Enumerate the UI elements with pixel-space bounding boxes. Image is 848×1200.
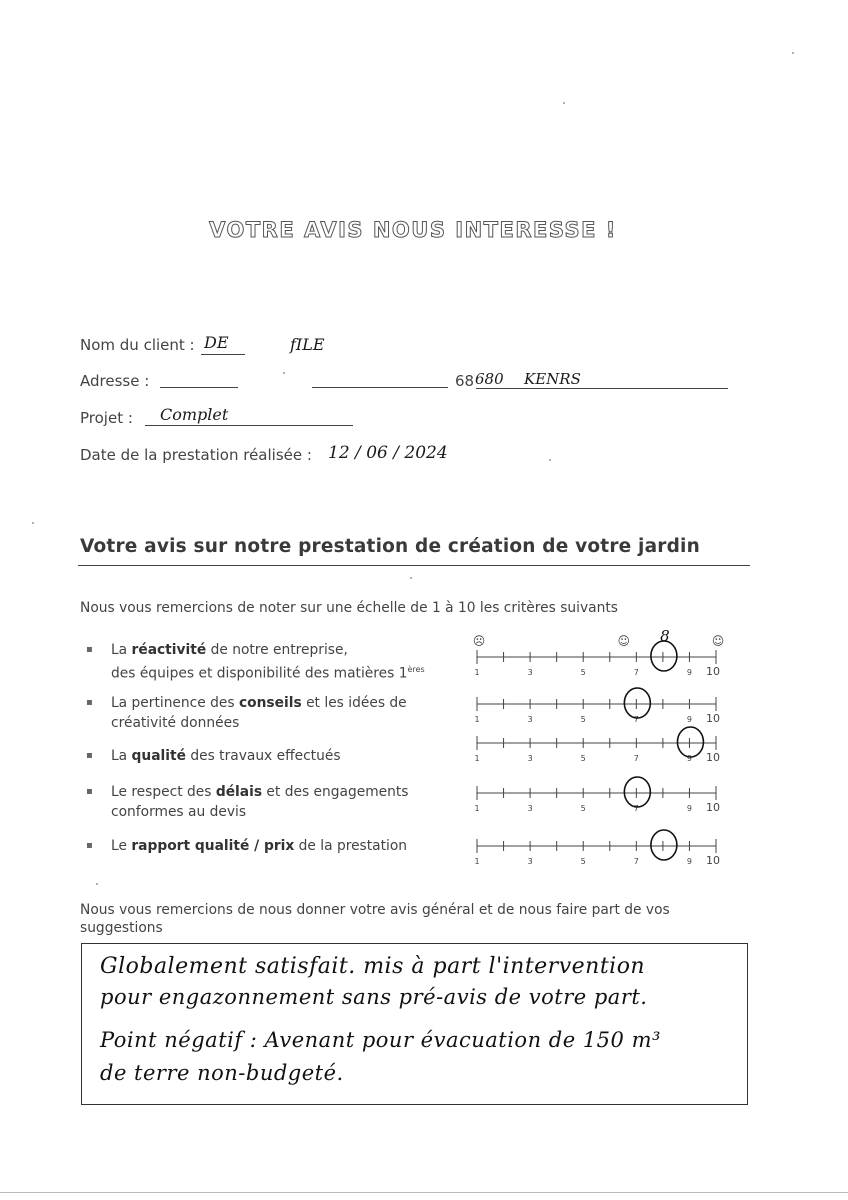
criterion-pre: Le respect des bbox=[111, 784, 216, 800]
client-name-underline bbox=[201, 354, 245, 355]
criterion-keyword: rapport qualité / prix bbox=[131, 838, 295, 854]
scale-tick-label: 9 bbox=[686, 754, 692, 763]
criterion-keyword: conseils bbox=[238, 695, 302, 711]
criterion-line-2 bbox=[111, 713, 407, 733]
date-month: 06 bbox=[366, 443, 388, 463]
sad-face-icon: ☹ bbox=[472, 634, 486, 648]
scale-tick-label: 7 bbox=[633, 754, 639, 763]
scale-tick-label: 5 bbox=[580, 754, 586, 763]
date-sep-1: / bbox=[355, 443, 361, 463]
criterion-text-5 bbox=[111, 836, 407, 856]
address-postcode-hw: 680 bbox=[475, 370, 504, 388]
scan-speck bbox=[792, 52, 794, 54]
scale-tick-label: 5 bbox=[580, 804, 586, 813]
criterion-text-1 bbox=[111, 640, 425, 684]
scale-tick-label: 7 bbox=[633, 668, 639, 677]
criterion-line-1 bbox=[111, 782, 408, 802]
criterion-line-2-text: conformes au devis bbox=[111, 804, 247, 820]
criterion-post: de la prestation bbox=[294, 838, 408, 854]
scale-tick-label: 10 bbox=[706, 712, 720, 725]
criterion-pre: La bbox=[111, 748, 132, 764]
criterion-bullet: ▪ bbox=[86, 644, 93, 655]
scale-tick-label: 9 bbox=[686, 857, 692, 866]
scan-speck bbox=[32, 522, 34, 524]
scale-tick-label: 7 bbox=[633, 804, 639, 813]
scale-tick-label: 7 bbox=[633, 857, 639, 866]
scale-tick-label: 9 bbox=[686, 715, 692, 724]
criterion-line-1 bbox=[111, 746, 341, 766]
scale-tick-label: 10 bbox=[706, 665, 720, 678]
criterion-bullet: ▪ bbox=[86, 840, 93, 851]
suggestions-intro-2: suggestions bbox=[80, 920, 163, 936]
page-bottom-edge bbox=[0, 1192, 848, 1193]
criterion-post: des travaux effectués bbox=[185, 748, 341, 764]
rating-circle-4 bbox=[624, 777, 650, 807]
criterion-post: et des engagements bbox=[262, 784, 409, 800]
scale-tick-label: 3 bbox=[527, 715, 533, 724]
scale-tick-label: 5 bbox=[580, 668, 586, 677]
neutral-face-icon: ☺ bbox=[617, 634, 631, 648]
criterion-text-2 bbox=[111, 693, 407, 733]
criterion-superscript: ères bbox=[407, 665, 425, 674]
scale-tick-label: 3 bbox=[527, 857, 533, 866]
scale-tick-label: 5 bbox=[580, 857, 586, 866]
criterion-pre: La bbox=[111, 642, 132, 658]
address-underline-3 bbox=[476, 388, 728, 389]
criterion-line-2-text: des équipes et disponibilité des matières 1 bbox=[111, 665, 408, 682]
criterion-keyword: délais bbox=[215, 784, 263, 800]
criterion-post: et les idées de bbox=[301, 695, 407, 711]
address-underline-1 bbox=[160, 387, 238, 388]
scale-tick-label: 9 bbox=[686, 668, 692, 677]
suggestions-box bbox=[81, 943, 748, 1105]
rating-intro: Nous vous remercions de noter sur une échelle de 1 à 10 les critères suivants bbox=[80, 600, 618, 616]
project-underline bbox=[145, 425, 353, 426]
date-year: 2024 bbox=[404, 443, 448, 463]
scale-tick-label: 3 bbox=[527, 754, 533, 763]
scale-tick-label: 10 bbox=[706, 751, 720, 764]
address-label: Adresse : bbox=[80, 372, 150, 390]
section-rule bbox=[78, 565, 750, 566]
date-day: 12 bbox=[328, 443, 350, 463]
scale-tick-label: 10 bbox=[706, 854, 720, 867]
criterion-keyword: qualité bbox=[131, 748, 186, 764]
comment-line-2: pour engazonnement sans pré-avis de votre part. bbox=[100, 985, 648, 1009]
criterion-line-1 bbox=[111, 693, 407, 713]
scale-tick-label: 1 bbox=[474, 804, 480, 813]
scan-speck bbox=[563, 102, 565, 104]
comment-line-4: de terre non-budgeté. bbox=[100, 1061, 344, 1085]
suggestions-intro-1: Nous vous remercions de nous donner votre avis général et de nous faire part de vos bbox=[80, 902, 670, 918]
address-postcode: 68 bbox=[455, 372, 475, 390]
scale-tick-label: 3 bbox=[527, 668, 533, 677]
rating-handwritten-8: 8 bbox=[660, 627, 670, 645]
scale-tick-label: 1 bbox=[474, 668, 480, 677]
project-label: Projet : bbox=[80, 409, 133, 427]
scan-speck bbox=[410, 577, 412, 579]
scale-tick-label: 1 bbox=[474, 754, 480, 763]
criterion-keyword: réactivité bbox=[131, 642, 207, 658]
criterion-text-3 bbox=[111, 746, 341, 766]
scan-speck bbox=[96, 883, 98, 885]
project-value: Complet bbox=[160, 405, 229, 424]
criterion-bullet: ▪ bbox=[86, 697, 93, 708]
scale-tick-label: 1 bbox=[474, 715, 480, 724]
criterion-line-1 bbox=[111, 640, 425, 660]
scan-speck bbox=[549, 459, 551, 461]
scale-tick-label: 3 bbox=[527, 804, 533, 813]
client-name-value-1: DE bbox=[204, 333, 229, 352]
date-sep-2: / bbox=[393, 443, 399, 463]
client-name-value-2: fILE bbox=[290, 335, 325, 354]
criterion-bullet: ▪ bbox=[86, 786, 93, 797]
criterion-text-4 bbox=[111, 782, 408, 822]
address-underline-2 bbox=[312, 387, 448, 388]
criterion-pre: La pertinence des bbox=[111, 695, 239, 711]
criterion-bullet: ▪ bbox=[86, 750, 93, 761]
scan-speck bbox=[283, 372, 285, 374]
scale-tick-label: 9 bbox=[686, 804, 692, 813]
rating-circle-1 bbox=[651, 641, 677, 671]
happy-face-icon: ☺ bbox=[711, 634, 725, 648]
criterion-line-2 bbox=[111, 802, 408, 822]
scale-tick-label: 7 bbox=[633, 715, 639, 724]
rating-circle-3 bbox=[677, 727, 703, 757]
scale-tick-label: 1 bbox=[474, 857, 480, 866]
criterion-post: de notre entreprise, bbox=[206, 642, 348, 658]
section-title: Votre avis sur notre prestation de création de votre jardin bbox=[80, 536, 700, 557]
scale-tick-label: 10 bbox=[706, 801, 720, 814]
criterion-pre: Le bbox=[111, 838, 132, 854]
client-name-label: Nom du client : bbox=[80, 336, 195, 354]
rating-circle-2 bbox=[624, 688, 650, 718]
page-title: VOTRE AVIS NOUS INTERESSE ! bbox=[209, 218, 617, 242]
comment-line-1: Globalement satisfait. mis à part l'intervention bbox=[100, 954, 646, 979]
criterion-line-2 bbox=[111, 660, 425, 684]
criterion-line-2-text: créativité données bbox=[111, 715, 240, 731]
scale-tick-label: 5 bbox=[580, 715, 586, 724]
date-label: Date de la prestation réalisée : bbox=[80, 446, 312, 464]
comment-line-3: Point négatif : Avenant pour évacuation de 150 m³ bbox=[100, 1028, 661, 1052]
criterion-line-1 bbox=[111, 836, 407, 856]
address-city-hw: KENRS bbox=[524, 370, 581, 388]
date-value bbox=[328, 443, 448, 463]
rating-circle-5 bbox=[651, 830, 677, 860]
